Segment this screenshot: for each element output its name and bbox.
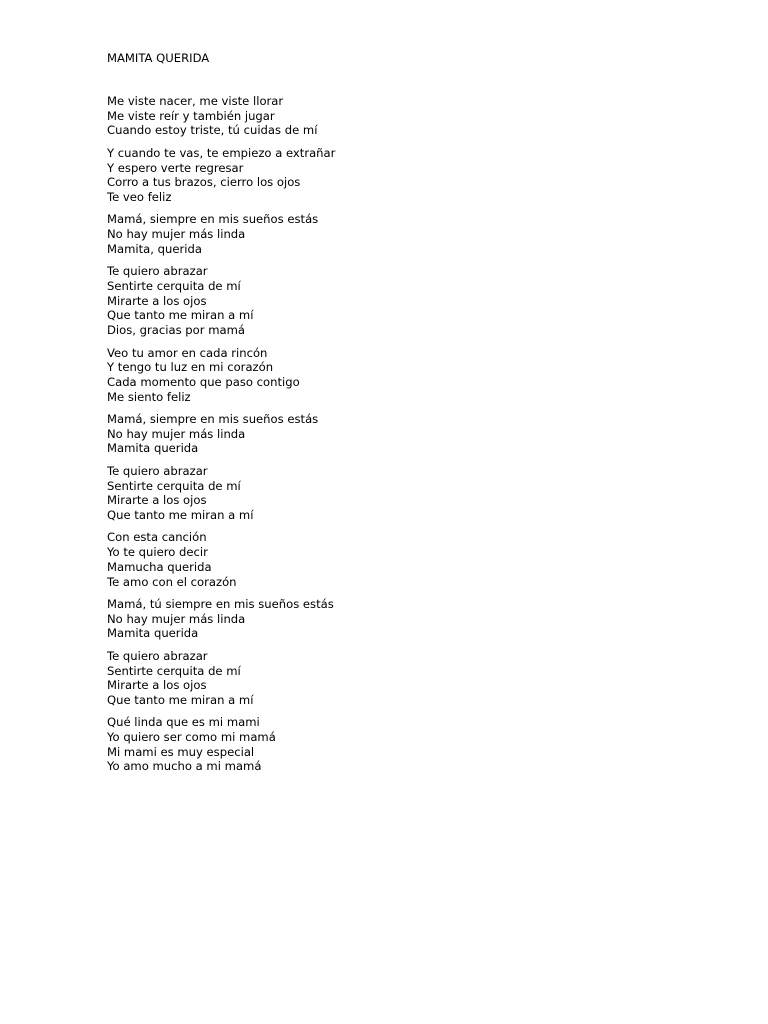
lyric-line: Que tanto me miran a mí	[107, 308, 254, 323]
lyric-line: Mamita querida	[107, 441, 199, 456]
lyric-line: Te veo feliz	[107, 189, 172, 204]
lyric-line: Mamita querida	[107, 626, 199, 641]
lyric-line: Te quiero abrazar	[107, 648, 208, 663]
lyric-line: Cuando estoy triste, tú cuidas de mí	[107, 123, 318, 138]
stanza	[107, 412, 335, 456]
lyric-line: Mamá, tú siempre en mis sueños estás	[107, 597, 334, 611]
lyric-line: No hay mujer más linda	[107, 426, 246, 441]
lyric-line: Me viste reír y también jugar	[107, 108, 275, 123]
song-title: MAMITA QUERIDA	[107, 51, 210, 65]
stanza	[107, 464, 335, 523]
lyrics-body	[107, 94, 335, 782]
stanza	[107, 715, 335, 774]
lyric-line: Cada momento que paso contigo	[107, 374, 300, 389]
lyric-line: Yo te quiero decir	[107, 545, 208, 560]
stanza	[107, 649, 335, 708]
lyric-line: Me siento feliz	[107, 389, 191, 404]
lyric-line: Que tanto me miran a mí	[107, 692, 254, 707]
lyric-line: Corro a tus brazos, cierro los ojos	[107, 175, 301, 190]
lyric-line: Te quiero abrazar	[107, 264, 208, 279]
lyric-line: Mi mami es muy especial	[107, 744, 255, 759]
lyric-line: Mamá, siempre en mis sueños estás	[107, 412, 319, 427]
lyric-line: Sentirte cerquita de mí	[107, 478, 241, 493]
stanza	[107, 597, 335, 641]
lyric-line: Con esta canción	[107, 530, 207, 545]
stanza	[107, 346, 335, 405]
lyric-line: Mamá, siempre en mis sueños estás	[107, 212, 319, 227]
lyric-line: Y espero verte regresar	[107, 160, 244, 175]
stanza	[107, 264, 335, 337]
lyric-line: Te quiero abrazar	[107, 463, 208, 478]
lyric-line: No hay mujer más linda	[107, 227, 246, 242]
stanza	[107, 146, 335, 205]
stanza	[107, 212, 335, 256]
lyric-line: Me viste nacer, me viste llorar	[107, 94, 284, 108]
lyric-line: Que tanto me miran a mí	[107, 507, 254, 522]
lyric-line: Mirarte a los ojos	[107, 293, 207, 308]
lyric-line: Sentirte cerquita de mí	[107, 663, 241, 678]
lyric-line: Qué linda que es mi mami	[107, 715, 260, 730]
lyric-line: Dios, gracias por mamá	[107, 323, 246, 338]
lyric-line: Veo tu amor en cada rincón	[107, 345, 268, 360]
lyric-line: Te amo con el corazón	[107, 574, 237, 589]
lyric-line: Yo amo mucho a mi mamá	[107, 759, 262, 774]
lyric-line: Sentirte cerquita de mí	[107, 278, 241, 293]
lyric-line: Y tengo tu luz en mi corazón	[107, 360, 274, 375]
lyric-line: Mirarte a los ojos	[107, 678, 207, 693]
lyric-line: Yo quiero ser como mi mamá	[107, 730, 276, 745]
lyric-line: No hay mujer más linda	[107, 611, 246, 626]
lyric-line: Mamita, querida	[107, 241, 202, 256]
lyric-line: Mamucha querida	[107, 559, 212, 574]
lyric-line: Mirarte a los ojos	[107, 493, 207, 508]
stanza	[107, 530, 335, 589]
lyric-line: Y cuando te vas, te empiezo a extrañar	[107, 145, 336, 160]
stanza	[107, 94, 335, 138]
